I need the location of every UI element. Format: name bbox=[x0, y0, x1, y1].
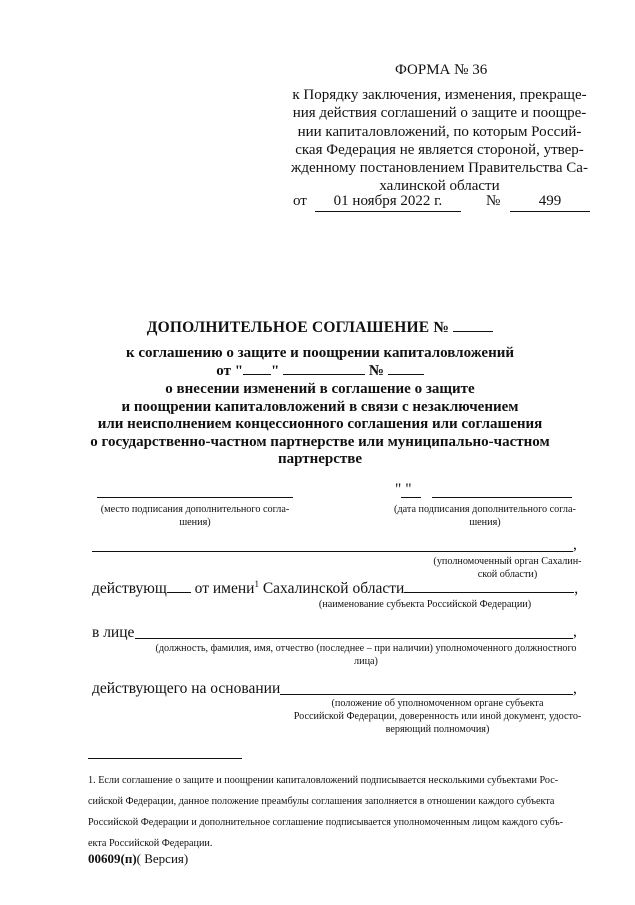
footnote bbox=[88, 770, 588, 854]
agreement-date-line bbox=[80, 362, 560, 380]
appendix-line: ния действия соглашений о защите и поощре- bbox=[292, 105, 587, 122]
date-caption bbox=[380, 503, 590, 529]
authorized-organ-caption bbox=[425, 555, 590, 581]
subject-name-caption: (наименование субъекта Российской Федерации) bbox=[318, 599, 532, 610]
caption-line: ской области) bbox=[477, 569, 538, 580]
subject-line: или неисполнением концессионного соглашения или соглашения bbox=[97, 416, 543, 433]
comma: , bbox=[573, 623, 577, 640]
appendix-line: жденному постановлением Правительства Са- bbox=[291, 160, 588, 177]
basis-label: действующего на основании bbox=[92, 680, 281, 697]
caption-line: (дата подписания дополнительного согла- bbox=[394, 504, 576, 515]
doc-code: 00609(п) bbox=[88, 851, 137, 866]
caption-line: веряющий полномочия) bbox=[385, 724, 490, 735]
acting-on-behalf-row bbox=[92, 579, 578, 598]
caption-line: шения) bbox=[469, 517, 501, 528]
footnote-separator bbox=[88, 758, 242, 759]
subject-line: партнерстве bbox=[277, 451, 363, 468]
caption-line: шения) bbox=[179, 517, 211, 528]
on-behalf-text: от имени bbox=[190, 580, 255, 598]
resolution-number: 499 bbox=[510, 193, 590, 212]
agreement-subject bbox=[90, 381, 550, 469]
subject-name-blank[interactable] bbox=[404, 580, 574, 593]
authorized-organ-line[interactable] bbox=[92, 551, 573, 552]
doc-version: ( Версия) bbox=[136, 851, 189, 866]
caption-line: (место подписания дополнительного согла- bbox=[100, 504, 290, 515]
document-code bbox=[88, 851, 188, 867]
resolution-date-row bbox=[293, 193, 593, 213]
caption-line: лица) bbox=[354, 656, 378, 667]
subject-line: о внесении изменений в соглашение о защите bbox=[165, 381, 475, 397]
person-label: в лице bbox=[92, 624, 135, 641]
region-text: Сахалинской области bbox=[258, 580, 405, 598]
quote-mark: " bbox=[271, 363, 280, 379]
number-prefix: № bbox=[486, 193, 501, 209]
footnote-line: Российской Федерации и дополнительное соглашение подписывается уполномоченным лицом каждого субъ- bbox=[88, 817, 564, 828]
resolution-date: 01 ноября 2022 г. bbox=[315, 193, 461, 212]
subject-line: и поощрении капиталовложений в связи с незаключением bbox=[121, 398, 519, 415]
agreement-title-text: ДОПОЛНИТЕЛЬНОЕ СОГЛАШЕНИЕ № bbox=[146, 319, 450, 336]
from-label: от " bbox=[216, 363, 244, 379]
sign-month-year-blank[interactable] bbox=[432, 497, 572, 498]
date-quotes: " " bbox=[395, 481, 412, 498]
number-blank[interactable] bbox=[388, 362, 424, 375]
footnote-line: екта Российской Федерации. bbox=[88, 838, 213, 849]
subject-line: о государственно-частном партнерстве или муниципально-частном bbox=[90, 433, 550, 450]
footnote-line: сийской Федерации, данное положение преамбулы соглашения заполняется в отношении каждого субъекта bbox=[88, 796, 555, 807]
form-number-label: ФОРМА № 36 bbox=[395, 62, 488, 78]
appendix-reference bbox=[287, 86, 592, 196]
caption-line: (уполномоченный орган Сахалин- bbox=[433, 556, 582, 567]
sign-day-blank[interactable] bbox=[401, 497, 421, 498]
place-signature-line[interactable] bbox=[97, 497, 293, 498]
day-blank[interactable] bbox=[243, 362, 271, 375]
place-caption bbox=[92, 503, 298, 529]
acting-ending-blank[interactable] bbox=[167, 580, 191, 593]
footnote-mark: 1 bbox=[254, 579, 259, 589]
appendix-line: халинской области bbox=[379, 178, 500, 195]
acting-text: действующ bbox=[92, 580, 167, 598]
caption-line: Российской Федерации, доверенность или иной документ, удосто- bbox=[293, 711, 582, 722]
month-year-blank[interactable] bbox=[283, 362, 365, 375]
comma: , bbox=[573, 680, 577, 697]
comma: , bbox=[574, 580, 579, 598]
agreement-title bbox=[80, 319, 560, 337]
appendix-line: нии капиталовложений, по которым Россий- bbox=[297, 123, 582, 140]
number-label: № bbox=[368, 363, 384, 379]
comma: , bbox=[573, 536, 577, 553]
agreement-subtitle: к соглашению о защите и поощрении капиталовложений bbox=[125, 345, 514, 361]
basis-line[interactable] bbox=[280, 694, 573, 695]
person-caption bbox=[140, 642, 592, 668]
date-prefix: от bbox=[293, 193, 307, 209]
appendix-line: ская Федерация не является стороной, утвер- bbox=[295, 141, 584, 158]
basis-caption bbox=[280, 697, 595, 736]
person-line[interactable] bbox=[135, 638, 573, 639]
caption-line: (положение об уполномоченном органе субъекта bbox=[331, 698, 544, 709]
footnote-line: 1. Если соглашение о защите и поощрении капиталовложений подписывается несколькими субъектами Рос- bbox=[88, 775, 559, 786]
appendix-line: к Порядку заключения, изменения, прекраще- bbox=[292, 87, 587, 103]
agreement-number-blank[interactable] bbox=[453, 319, 493, 332]
caption-line: (должность, фамилия, имя, отчество (последнее – при наличии) уполномоченного должностного bbox=[155, 643, 577, 654]
